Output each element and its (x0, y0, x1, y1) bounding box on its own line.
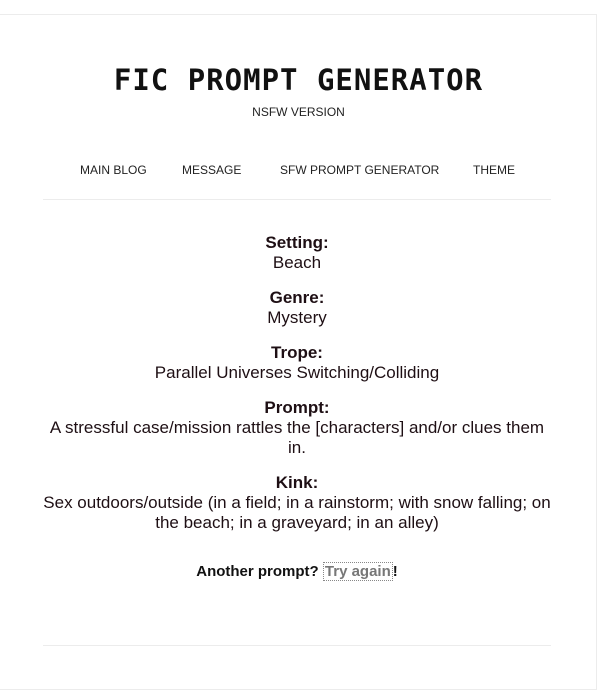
trope-label: Trope: (271, 343, 323, 362)
prompt-value: A stressful case/mission rattles the [characters] and/or clues them in. (49, 418, 545, 457)
try-again-link[interactable]: Try again (324, 563, 391, 580)
prompt-label: Prompt: (264, 398, 330, 417)
another-prompt-question: Another prompt? (196, 563, 323, 580)
kink-label: Kink: (275, 473, 319, 492)
footer-divider (43, 645, 551, 646)
setting-value: Beach (272, 253, 322, 272)
another-prompt-suffix: ! (392, 563, 398, 580)
kink-value: Sex outdoors/outside (in a field; in a rainstorm; with snow falling; on the beach; in a graveyard; in an alley) (43, 493, 551, 532)
nav-message[interactable]: MESSAGE (182, 163, 242, 177)
kink-block (43, 473, 551, 533)
setting-label: Setting: (265, 233, 329, 252)
genre-block (43, 288, 551, 328)
prompt-block (43, 398, 551, 458)
setting-block (43, 233, 551, 273)
site-title[interactable]: FIC PROMPT GENERATOR (113, 63, 484, 97)
nav-sfw-prompt-generator[interactable]: SFW PROMPT GENERATOR (280, 163, 440, 177)
nav-theme[interactable]: THEME (473, 163, 515, 177)
trope-value: Parallel Universes Switching/Colliding (154, 363, 440, 382)
page-container (0, 14, 597, 690)
nav-main-blog[interactable]: MAIN BLOG (80, 163, 147, 177)
site-subtitle: NSFW VERSION (252, 105, 345, 119)
prompt-content (43, 233, 551, 580)
genre-value: Mystery (267, 308, 327, 327)
trope-block (43, 343, 551, 383)
genre-label: Genre: (269, 288, 325, 307)
another-prompt-line (43, 563, 551, 580)
main-nav (43, 163, 551, 200)
